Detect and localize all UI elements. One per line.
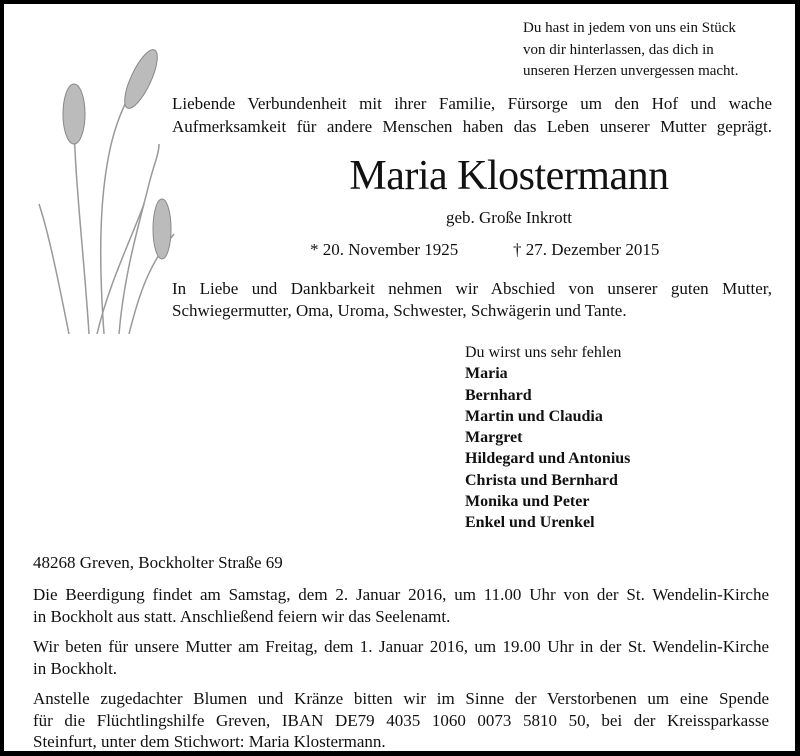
farewell-paragraph	[172, 278, 772, 322]
intro-line: Aufmerksamkeit für andere Menschen haben das Leben unserer Mutter geprägt.	[172, 117, 772, 136]
family-member: Maria	[465, 365, 508, 383]
death-date: † 27. Dezember 2015	[513, 240, 660, 259]
farewell-line: Schwiegermutter, Oma, Uroma, Schwester, Schwägerin und Tante.	[172, 301, 627, 320]
funeral-line: Die Beerdigung findet am Samstag, dem 2. Januar 2016, um 11.00 Uhr von der St. Wendelin-Kirche	[33, 585, 769, 604]
family-member: Enkel und Urenkel	[465, 514, 595, 532]
memorial-quote	[523, 18, 773, 83]
donation-line: Steinfurt, unter dem Stichwort: Maria Klostermann.	[33, 732, 386, 751]
donation-paragraph	[33, 688, 769, 753]
quote-line: Du hast in jedem von uns ein Stück	[523, 20, 736, 36]
birth-date: * 20. November 1925	[310, 240, 459, 259]
family-member: Monika und Peter	[465, 493, 590, 511]
wheat-illustration	[29, 34, 179, 334]
family-intro: Du wirst uns sehr fehlen	[465, 344, 622, 361]
prayer-paragraph	[33, 636, 769, 679]
quote-line: von dir hinterlassen, das dich in	[523, 41, 714, 58]
family-member: Martin und Claudia	[465, 407, 603, 425]
family-member: Christa und Bernhard	[465, 471, 618, 489]
address: 48268 Greven, Bockholter Straße 69	[33, 553, 283, 572]
farewell-line: In Liebe und Dankbarkeit nehmen wir Abschied von unserer guten Mutter,	[172, 279, 772, 298]
donation-line: Anstelle zugedachter Blumen und Kränze bitten wir im Sinne der Verstorbenen um eine Spende	[33, 689, 769, 708]
quote-line: unseren Herzen unvergessen macht.	[523, 63, 739, 79]
funeral-paragraph	[33, 584, 769, 627]
obituary-notice	[4, 4, 795, 751]
donation-line: für die Flüchtlingshilfe Greven, IBAN DE79 4035 1060 0073 5810 50, bei der Kreissparkasse	[33, 710, 769, 730]
family-member: Margret	[465, 429, 523, 447]
family-member: Hildegard und Antonius	[465, 450, 631, 468]
family-member: Bernhard	[465, 386, 532, 404]
prayer-line: in Bockholt.	[33, 658, 118, 678]
intro-line: Liebende Verbundenheit mit ihrer Familie, Fürsorge um den Hof und wache	[172, 94, 772, 113]
prayer-line: Wir beten für unsere Mutter am Freitag, dem 1. Januar 2016, um 19.00 Uhr in der St. Wendelin-Kirche	[33, 637, 769, 656]
funeral-line: in Bockholt aus statt. Anschließend feiern wir das Seelenamt.	[33, 606, 451, 626]
deceased-name: Maria Klostermann	[349, 153, 669, 199]
birth-name: geb. Große Inkrott	[445, 208, 573, 227]
family-list	[465, 342, 630, 534]
intro-paragraph	[172, 92, 772, 138]
